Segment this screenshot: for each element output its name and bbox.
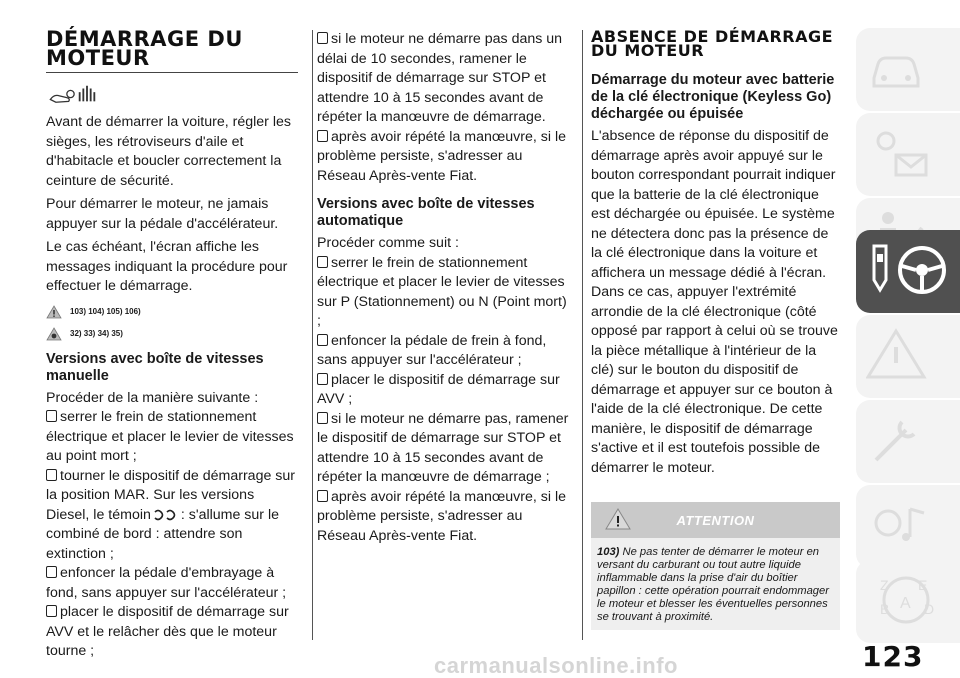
column-2 [312, 30, 574, 640]
tab-multimedia[interactable] [856, 485, 960, 568]
car-icon [866, 38, 926, 98]
manual-step-6: après avoir répété la manœuvre, si le problème persiste, s'adresser au Réseau Après-vente Fiat. [317, 128, 574, 187]
keyless-body: L'absence de réponse du dispositif de démarrage après avoir appuyé sur le bouton correspondant pourrait indiquer que la batterie de la clé électronique est déchargée ou épuisée. Le système ne détectera donc pas la présence de la clé électronique dans la voiture et affichera un message dédié à l'écran. Dans ce cas, appuyer l'extrémité arrondie de la clé électronique (côté opposé par rapport à celui où se trouve la pièce métallique à l'intérieur de la clé) sur le bouton du dispositif de démarrage et appuyer sur ce bouton à l'aide de la clé électronique. De cette manière, le dispositif de démarrage s'active et il est toutefois possible de démarrer le moteur. [591, 128, 838, 476]
tools-icon [866, 410, 936, 470]
caution-refs-text: 32) 33) 34) 35) [70, 329, 123, 338]
attention-body [591, 538, 840, 630]
tab-maintenance[interactable] [856, 400, 960, 483]
manual-step-2 [46, 467, 298, 565]
auto-step-2: enfoncer la pédale de frein à fond, sans appuyer sur l'accélérateur ; [317, 332, 574, 371]
attention-header [591, 502, 840, 538]
auto-intro: Procéder comme suit : [317, 235, 459, 251]
tab-car[interactable] [856, 28, 960, 111]
page-number: 123 [862, 640, 924, 673]
lights-dashboard-icon [866, 123, 936, 183]
svg-text:D: D [924, 601, 935, 617]
manual-step-2a: tourner le dispositif de démarrage sur la position MAR. Sur les versions Diesel, le témoin [46, 467, 296, 523]
manual-step-3: enfoncer la pédale d'embrayage à fond, sans appuyer sur l'accélérateur ; [46, 564, 298, 603]
subheading-automatic: Versions avec boîte de vitesses automatique [317, 196, 535, 229]
section-title: DÉMARRAGE DU MOTEUR [46, 30, 298, 73]
svg-text:B: B [880, 601, 890, 617]
paragraph-2: Pour démarrer le moteur, ne jamais appuyer sur la pédale d'accélérateur. [46, 196, 279, 232]
manual-intro: Procéder de la manière suivante : [46, 389, 259, 406]
manual-step-1: serrer le frein de stationnement électrique et placer le levier de vitesses au point mort ; [46, 408, 298, 467]
manual-step-5: si le moteur ne démarre pas dans un délai de 10 secondes, ramener le dispositif de démarrage sur STOP et attendre 10 à 15 secondes avant de répéter la manœuvre de démarrage. [317, 30, 574, 128]
attention-number: 103) [597, 546, 620, 558]
watermark: carmanualsonline.info [434, 653, 678, 678]
section-title-no-start: ABSENCE DE DÉMARRAGE DU MOTEUR [591, 27, 834, 60]
svg-text:E: E [918, 577, 928, 593]
multimedia-icon [866, 495, 936, 555]
subheading-keyless: Démarrage du moteur avec batterie de la clé électronique (Keyless Go) déchargée ou épuisée [591, 72, 835, 122]
auto-step-1: serrer le frein de stationnement électrique et placer le levier de vitesses sur P (Stationnement) ou N (Point mort) ; [317, 254, 574, 332]
glow-plug-lamp-icon [153, 509, 179, 521]
manual-step-4: placer le dispositif de démarrage sur AVV et le relâcher dès que le moteur tourne ; [46, 603, 298, 662]
tab-starting-driving[interactable] [856, 230, 960, 313]
auto-step-3: placer le dispositif de démarrage sur AVV ; [317, 371, 574, 410]
paragraph-3: Le cas échéant, l'écran affiche les messages indiquant la procédure pour effectuer le démarrage. [46, 239, 288, 294]
attention-text: Ne pas tenter de démarrer le moteur en versant du carburant ou tout autre liquide inflammable dans la prise d'air du boîtier papillon : cette opération pourrait endommager le moteur et blesser les éventuelles personnes se trouvant à proximité. [597, 546, 829, 623]
warning-refs-text: 103) 104) 105) 106) [70, 307, 141, 316]
svg-text:Z: Z [880, 577, 889, 593]
auto-step-5: après avoir répété la manœuvre, si le problème persiste, s'adresser au Réseau Après-vente Fiat. [317, 488, 574, 547]
index-letters-icon [866, 570, 946, 630]
warning-refs-1 [46, 305, 298, 319]
column-1 [46, 27, 298, 662]
warning-triangle-icon [866, 325, 936, 385]
auto-step-4: si le moteur ne démarre pas, ramener le dispositif de démarrage sur STOP et attendre 10 à 15 secondes avant de répéter la manœuvre de démarrage ; [317, 410, 574, 488]
tab-emergency[interactable] [856, 315, 960, 398]
warning-refs-2 [46, 327, 298, 341]
tab-index[interactable] [856, 560, 960, 643]
manual-step-2b: : s'allume sur le combiné de bord : attendre son extinction ; [46, 506, 280, 562]
paragraph-1: Avant de démarrer la voiture, régler les sièges, les rétroviseurs d'aile et d'habitacle et boucler correctement la ceinture de sécurité. [46, 114, 291, 189]
attention-label: ATTENTION [676, 512, 755, 528]
key-steering-wheel-icon [866, 240, 956, 302]
subheading-manual: Versions avec boîte de vitesses manuelle [46, 350, 264, 384]
tab-dashboard[interactable] [856, 113, 960, 196]
svg-text:A: A [900, 595, 911, 612]
hand-settings-icon [46, 83, 106, 105]
warning-triangle-icon [46, 305, 62, 319]
column-3 [582, 27, 840, 640]
caution-note-icon [46, 327, 62, 341]
